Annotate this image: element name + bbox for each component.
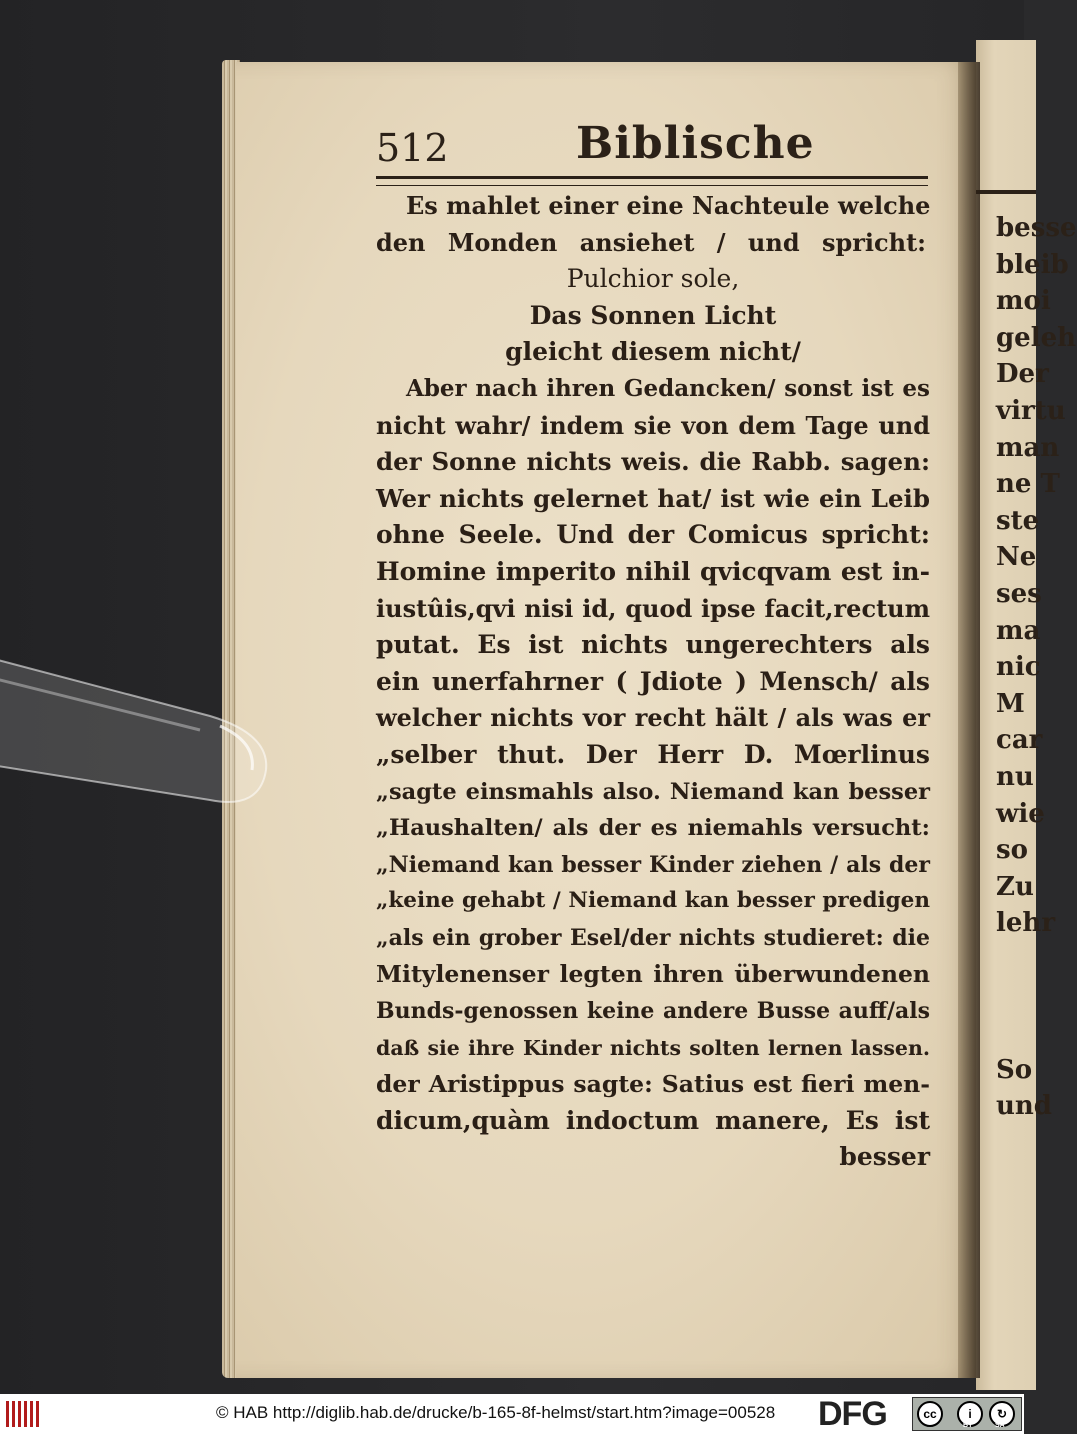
next-page-fragment: nic	[996, 652, 1041, 683]
next-page-fragment: ma	[996, 615, 1041, 646]
text-line: Pulchior sole,	[566, 264, 740, 294]
next-page-fragment: so	[996, 835, 1028, 866]
text-line: „sagte einsmahls also. Niemand kan besser	[376, 778, 930, 805]
by-label: BY	[963, 1422, 973, 1429]
text-line: „keine gehabt / Niemand kan besser predigen	[376, 888, 930, 914]
next-page-fragment: So	[996, 1054, 1033, 1085]
page-text	[376, 188, 930, 1176]
next-page-fragment	[996, 942, 1056, 979]
text-line: nicht wahr/ indem sie von dem Tage und	[376, 410, 930, 440]
hab-logo-icon[interactable]	[6, 1401, 40, 1427]
text-line: Wer nichts gelernet hat/ ist wie ein Leib	[376, 483, 930, 513]
text-line: gleicht diesem nicht/	[505, 337, 801, 367]
text-line: Bunds-genossen keine andere Busse auff/als	[376, 998, 930, 1025]
page-header	[376, 118, 926, 174]
next-page-fragment: bleib	[996, 249, 1069, 280]
cc-icon: cc	[917, 1401, 943, 1427]
text-line: der Aristippus sagte: Satius est fieri men-	[376, 1070, 930, 1099]
text-line: „als ein grober Esel/der nichts studieret: die	[376, 924, 930, 951]
next-page-text	[996, 210, 1077, 1125]
next-page-fragment: ses	[996, 578, 1042, 609]
text-line: Aber nach ihren Gedancken/ sonst ist es	[406, 374, 930, 402]
page-gutter	[958, 62, 980, 1378]
next-page-fragment: M	[996, 688, 1025, 719]
next-page-fragment	[996, 978, 1056, 1015]
sa-label: SA	[995, 1422, 1005, 1429]
text-line: „Niemand kan besser Kinder ziehen / als der	[376, 851, 930, 878]
next-page-fragment: geleh	[996, 322, 1077, 353]
next-page-fragment: Der	[996, 359, 1049, 390]
cc-license-badge[interactable]	[912, 1397, 1022, 1431]
text-line: dicum,quàm indoctum manere, Es ist	[376, 1105, 930, 1135]
text-line: den Monden ansiehet / und spricht:	[376, 227, 927, 257]
next-page-fragment: Zu	[996, 871, 1034, 902]
next-page-edge	[976, 40, 1077, 1390]
next-page-fragment: virtu	[996, 395, 1066, 426]
text-line: ein unerfahrner ( Jdiote ) Mensch/ als	[376, 666, 930, 696]
text-line: Es mahlet einer eine Nachteule welche	[406, 191, 931, 220]
next-page-fragment: moi	[996, 286, 1051, 317]
text-line: daß sie ihre Kinder nichts solten lernen lassen.	[376, 1035, 930, 1060]
by-icon: i	[957, 1401, 983, 1427]
running-head: Biblische	[576, 118, 815, 169]
text-line: iustûis,qvi nisi id, quod ipse facit,rectum	[376, 593, 930, 623]
text-line: welcher nichts vor recht hält / als was er	[376, 703, 930, 733]
next-page-fragment: man	[996, 432, 1060, 463]
next-page-fragment: besse	[996, 213, 1077, 243]
text-line: Das Sonnen Licht	[529, 300, 777, 330]
next-page-fragment	[996, 1015, 1056, 1052]
sa-icon: ↻	[989, 1401, 1015, 1427]
page-number: 512	[376, 126, 449, 170]
text-line: Homine imperito nihil qvicqvam est in-	[376, 556, 930, 586]
dfg-logo[interactable]: DFG	[818, 1395, 887, 1433]
text-line: putat. Es ist nichts ungerechters als	[376, 630, 930, 660]
next-page-fragment: wie	[996, 798, 1045, 829]
header-rule	[376, 176, 928, 186]
text-line: „Haushalten/ als der es niemahls versucht:	[376, 815, 930, 842]
next-page-fragment: ne T	[996, 469, 1060, 500]
next-page-fragment: lehr	[996, 908, 1056, 939]
next-page-fragment: ste	[996, 505, 1040, 536]
catchword: besser	[839, 1142, 930, 1172]
next-page-fragment: Ne	[996, 542, 1037, 573]
text-line: Mitylenenser legten ihren überwundenen	[376, 960, 930, 989]
next-page-fragment: car	[996, 725, 1043, 756]
viewer-footer	[0, 1394, 1024, 1434]
citation-link[interactable]: © HAB http://diglib.hab.de/drucke/b-165-8f-helmst/start.htm?image=00528	[216, 1403, 776, 1422]
text-line: der Sonne nichts weis. die Rabb. sagen:	[376, 447, 930, 477]
next-page-fragment: nu	[996, 761, 1034, 792]
next-page-rule	[976, 190, 1036, 194]
text-line: ohne Seele. Und der Comicus spricht:	[376, 520, 930, 550]
text-line: „selber thut. Der Herr D. Mœrlinus	[376, 739, 930, 769]
next-page-fragment: und	[996, 1091, 1052, 1122]
